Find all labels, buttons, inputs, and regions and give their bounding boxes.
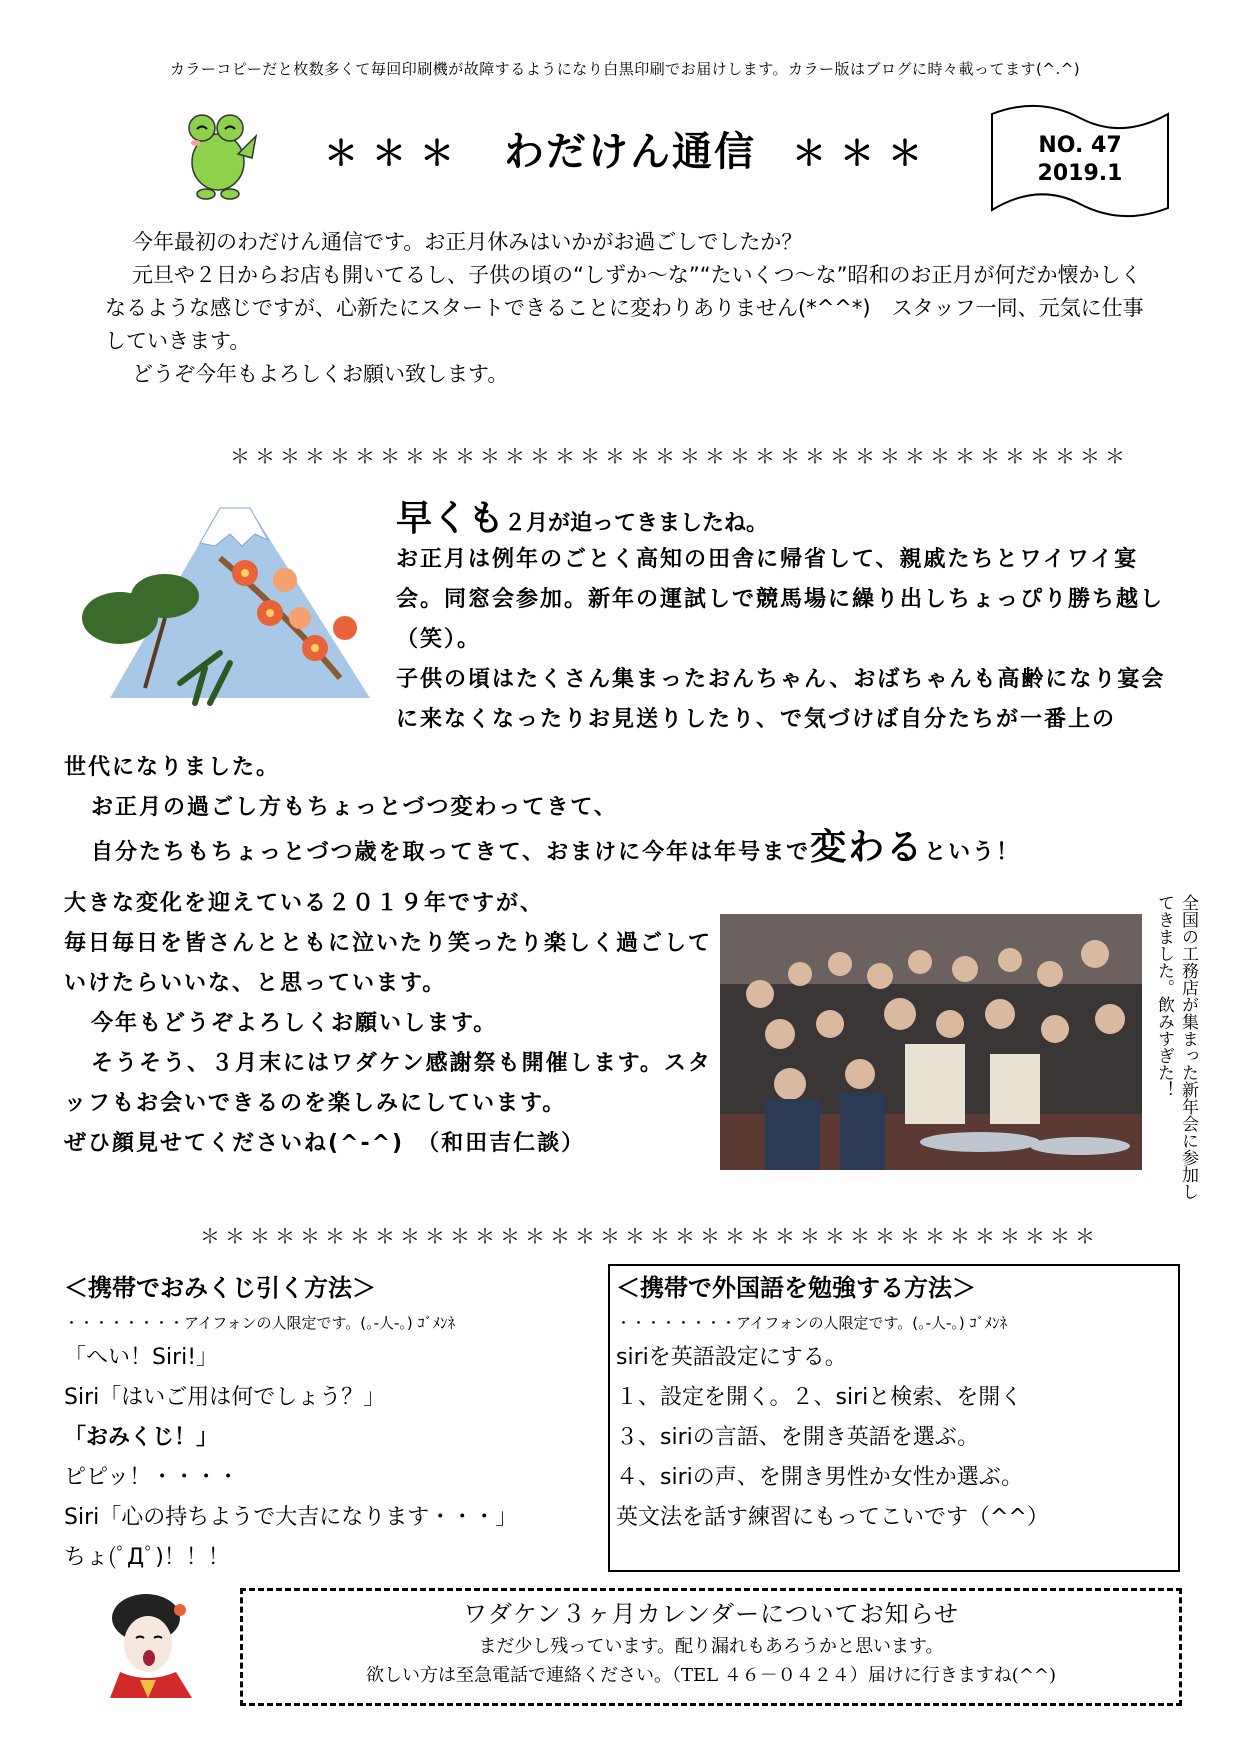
star-separator: ＊＊＊＊＊＊＊＊＊＊＊＊＊＊＊＊＊＊＊＊＊＊＊＊＊＊＊＊＊＊＊＊＊＊＊＊ [200,1224,1100,1248]
title-stars-right: ＊＊＊ [792,134,936,174]
headline-big: 早くも [396,498,505,539]
language-step: 英文法を話す練習にもってこいです（^^） [616,1505,1049,1530]
frog-mascot-icon [178,110,260,202]
omikuji-line: Siri「心の持ちようで大吉になります・・・」 [64,1505,518,1530]
article-line: お正月の過ごし方もちょっとづつ変わってきて、 [91,795,618,820]
star-separator: ＊＊＊＊＊＊＊＊＊＊＊＊＊＊＊＊＊＊＊＊＊＊＊＊＊＊＊＊＊＊＊＊＊＊＊＊ [230,444,1130,468]
article-line: 今年もどうぞよろしくお願いします。 [91,1011,498,1036]
intro-text [105,226,1145,391]
language-heading: ＜携帯で外国語を勉強する方法＞ [616,1274,976,1302]
calendar-line: 欲しい方は至急電話で連絡ください。（TEL ４６－０４２４）届けに行きますね(^^) [365,1665,1057,1686]
language-section [616,1268,1176,1538]
article-left-column [64,884,714,1164]
omikuji-line: ピピッ！・・・・ [64,1465,240,1490]
iphone-only-note: ・・・・・・・・アイフォンの人限定です。(｡-人-｡) ｺﾞﾒﾝﾈ [64,1314,456,1332]
article-line: そうそう、３月末にはワダケン感謝祭も開催します。スタッフもお会いできるのを楽しみにしています。 [64,1051,712,1116]
article-line: ぜひ顔見せてくださいね(^-^) （和田吉仁談） [64,1131,586,1156]
printing-notice: カラーコピーだと枚数多くて毎回印刷機が故障するようになり白黒印刷でお届けします。カラー版はブログに時々載ってます(^.^) [169,60,1081,78]
intro-line: 今年最初のわだけん通信です。お正月休みはいかがお過ごしでしたか？ [132,230,803,254]
new-year-party-photo [720,914,1142,1170]
omikuji-line: Siri「はいご用は何でしょう？」 [64,1385,386,1410]
calendar-notice [240,1596,1182,1690]
iphone-only-note: ・・・・・・・・アイフォンの人限定です。(｡-人-｡) ｺﾞﾒﾝﾈ [616,1314,1008,1332]
article-right-column [396,540,1186,740]
intro-line: 元旦や２日からお店も開いてるし、子供の頃の“しずか～な”“たいくつ～な”昭和のお正月が何だか懐かしくなるような感じですが、心新たにスタートできることに変わりありません(*^^*) スタッフ一同、元気に仕事していきます。 [105,263,1144,353]
calendar-heading: ワダケン３ヶ月カレンダーについてお知らせ [463,1600,959,1628]
language-step: ４、siriの声、を開き男性か女性か選ぶ。 [616,1465,1024,1490]
article-line: 毎日毎日を皆さんとともに泣いたり笑ったり楽しく過ごしていけたらいいな、と思っています。 [64,931,713,996]
omikuji-line: ちょ(ﾟДﾟ)！！！ [64,1545,230,1570]
line-text: という！ [924,840,1021,865]
article-line: 世代になりました。 [64,755,281,780]
surprised-geisha-illustration [100,1588,198,1698]
omikuji-section [64,1268,604,1578]
mount-fuji-plum-illustration [70,488,380,708]
omikuji-heading: ＜携帯でおみくじ引く方法＞ [64,1274,376,1302]
issue-info [1010,132,1150,188]
emphasis-word: 変わる [810,827,925,868]
page-title: わだけん通信 [504,129,756,175]
omikuji-line: 「へい！Siri!」 [64,1345,219,1370]
calendar-line: まだ少し残っています。配り漏れもあろうかと思います。 [478,1636,944,1657]
newsletter-title [290,120,970,177]
title-stars-left: ＊＊＊ [324,134,468,174]
article-paragraph: お正月は例年のごとく高知の田舎に帰省して、親戚たちとワイワイ宴会。同窓会参加。新年の運試しで競馬場に繰り出しちょっぴり勝ち越し（笑）。 [396,547,1165,652]
omikuji-line: 「おみくじ！」 [64,1425,219,1450]
headline-rest: ２月が迫ってきましたね。 [504,511,769,536]
section-headline [396,490,768,541]
photo-caption: 全国の工務店が集まった新年会に参加してきました。飲みすぎた！ [1154,894,1198,1200]
article-paragraph: 子供の頃はたくさん集まったおんちゃん、おばちゃんも高齢になり宴会に来なくなったりお見送りしたり、で気づけば自分たちが一番上の [396,667,1166,732]
line-text: 自分たちもちょっとづつ歳を取ってきて、おまけに今年は年号まで [91,840,811,865]
article-line: 大きな変化を迎えている２０１９年ですが、 [64,891,545,916]
language-step: １、設定を開く。２、siriと検索、を開く [616,1385,1023,1410]
article-line [64,828,1174,873]
issue-number: NO. 47 [1038,133,1122,158]
language-step: siriを英語設定にする。 [616,1345,847,1370]
issue-date: 2019.1 [1037,161,1123,186]
language-step: ３、siriの言語、を開き英語を選ぶ。 [616,1425,980,1450]
intro-line: どうぞ今年もよろしくお願い致します。 [132,362,509,386]
article-full-width [64,748,1174,873]
